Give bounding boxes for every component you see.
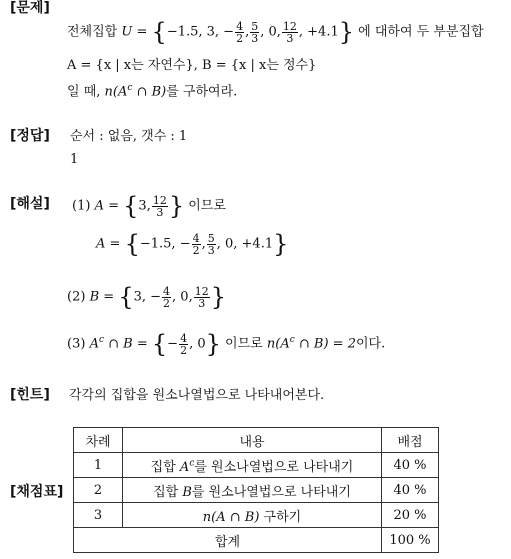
fraction: $\frac{4}{2}$	[236, 19, 244, 45]
set-elements: 3, −	[133, 289, 162, 305]
right-brace: }	[205, 330, 221, 358]
table-row	[74, 503, 439, 528]
fraction: $\frac{4}{2}$	[180, 331, 188, 357]
step-number: (3)	[67, 336, 86, 352]
total-score: 100 %	[382, 528, 439, 553]
set-elements: −1.5, −	[139, 236, 191, 252]
superscript: c	[127, 83, 133, 93]
set-elements: , 0	[189, 336, 206, 352]
set-elements-c: , +4.1	[298, 24, 339, 40]
answer-label: [정답]	[10, 128, 50, 144]
scoring-table	[73, 427, 439, 553]
set-elements-b: , 0,	[260, 24, 281, 40]
table-row	[74, 453, 439, 478]
comma: ,	[201, 236, 206, 252]
left-brace: {	[118, 283, 134, 311]
total-label: 합계	[74, 528, 382, 553]
answer-line-1: 순서 : 없음, 갯수 : 1	[70, 129, 188, 144]
step-text: 이다.	[355, 336, 386, 352]
header-content: 내용	[123, 428, 382, 453]
explanation-step-1	[72, 194, 226, 218]
row-score: 40 %	[382, 453, 439, 478]
row-number: 2	[74, 478, 123, 503]
row-score: 20 %	[382, 503, 439, 528]
fraction: $\frac{5}{3}$	[251, 19, 259, 45]
math-expression: n(A	[104, 84, 128, 100]
left-brace: {	[123, 192, 139, 220]
right-brace: }	[168, 192, 185, 220]
comma: ,	[245, 24, 250, 40]
left-brace: {	[151, 330, 168, 358]
superscript: c	[289, 335, 295, 346]
step-text: 이므로	[225, 336, 263, 352]
header-score: 배점	[382, 428, 439, 453]
set-symbol: B	[89, 289, 100, 305]
problem-prefix: 전체집합	[67, 24, 118, 40]
table-total-row	[74, 528, 439, 553]
explanation-step-2	[67, 285, 226, 309]
table-row	[74, 478, 439, 503]
equals-sign: =	[109, 236, 121, 252]
universal-set-symbol: U	[121, 24, 133, 40]
set-elements: , 0, +4.1	[216, 236, 274, 252]
math-expression: A	[89, 336, 99, 352]
explanation-step-1b	[96, 232, 288, 256]
fraction: $\frac{5}{3}$	[207, 231, 215, 257]
problem-line-3	[67, 80, 237, 100]
set-elements: 3,	[138, 198, 151, 214]
left-brace: {	[124, 230, 140, 258]
hint-text: 각각의 집합을 원소나열법으로 나타내어본다.	[69, 388, 325, 403]
row-number: 1	[74, 453, 123, 478]
row-score: 40 %	[382, 478, 439, 503]
row-content: 집합 B를 원소나열법으로 나타내기	[123, 478, 382, 503]
right-brace: }	[210, 283, 226, 311]
problem-line-1	[67, 20, 484, 44]
explanation-label: [해설]	[10, 196, 50, 212]
right-brace: }	[338, 18, 355, 46]
hint-label: [힌트]	[10, 387, 50, 403]
problem-label: [문제]	[10, 0, 50, 16]
problem-suffix: 에 대하여 두 부분집합	[358, 24, 484, 40]
fraction: $\frac{12}{3}$	[194, 284, 209, 310]
equals-sign: =	[108, 198, 119, 214]
math-expression: ∩ B) = 2	[294, 336, 356, 352]
step-text: 이므로	[188, 198, 226, 214]
table-header-row	[74, 428, 439, 453]
set-symbol: A	[94, 198, 104, 214]
right-brace: }	[273, 230, 289, 258]
row-number: 3	[74, 503, 123, 528]
problem-text: 를 구하여라.	[166, 84, 238, 100]
set-elements: −	[167, 336, 179, 352]
math-expression: ∩ B =	[104, 336, 148, 352]
row-content: n(A ∩ B) 구하기	[123, 503, 382, 528]
explanation-step-3	[67, 332, 385, 356]
problem-line-2: A = {x | x는 자연수}, B = {x | x는 정수}	[67, 58, 317, 73]
superscript: c	[98, 335, 104, 346]
answer-value: 1	[70, 152, 79, 167]
problem-text: 일 때,	[67, 84, 101, 100]
math-expression: ∩ B)	[132, 84, 167, 100]
header-order: 차례	[74, 428, 123, 453]
equals-sign: =	[103, 289, 115, 305]
set-elements: , 0,	[172, 289, 193, 305]
fraction: $\frac{12}{3}$	[152, 193, 167, 219]
fraction: $\frac{12}{3}$	[282, 19, 297, 45]
rubric-label: [채점표]	[10, 484, 64, 500]
row-content: 집합 $A^c$를 원소나열법으로 나타내기	[123, 453, 382, 478]
step-number: (2)	[67, 289, 86, 305]
fraction: $\frac{4}{2}$	[192, 231, 200, 257]
left-brace: {	[151, 18, 167, 46]
math-expression: n(A	[266, 336, 290, 352]
set-elements-a: −1.5, 3, −	[166, 24, 235, 40]
equals-sign: =	[136, 24, 148, 40]
fraction: $\frac{4}{2}$	[163, 284, 171, 310]
step-number: (1)	[72, 198, 91, 214]
set-symbol: A	[96, 236, 106, 252]
